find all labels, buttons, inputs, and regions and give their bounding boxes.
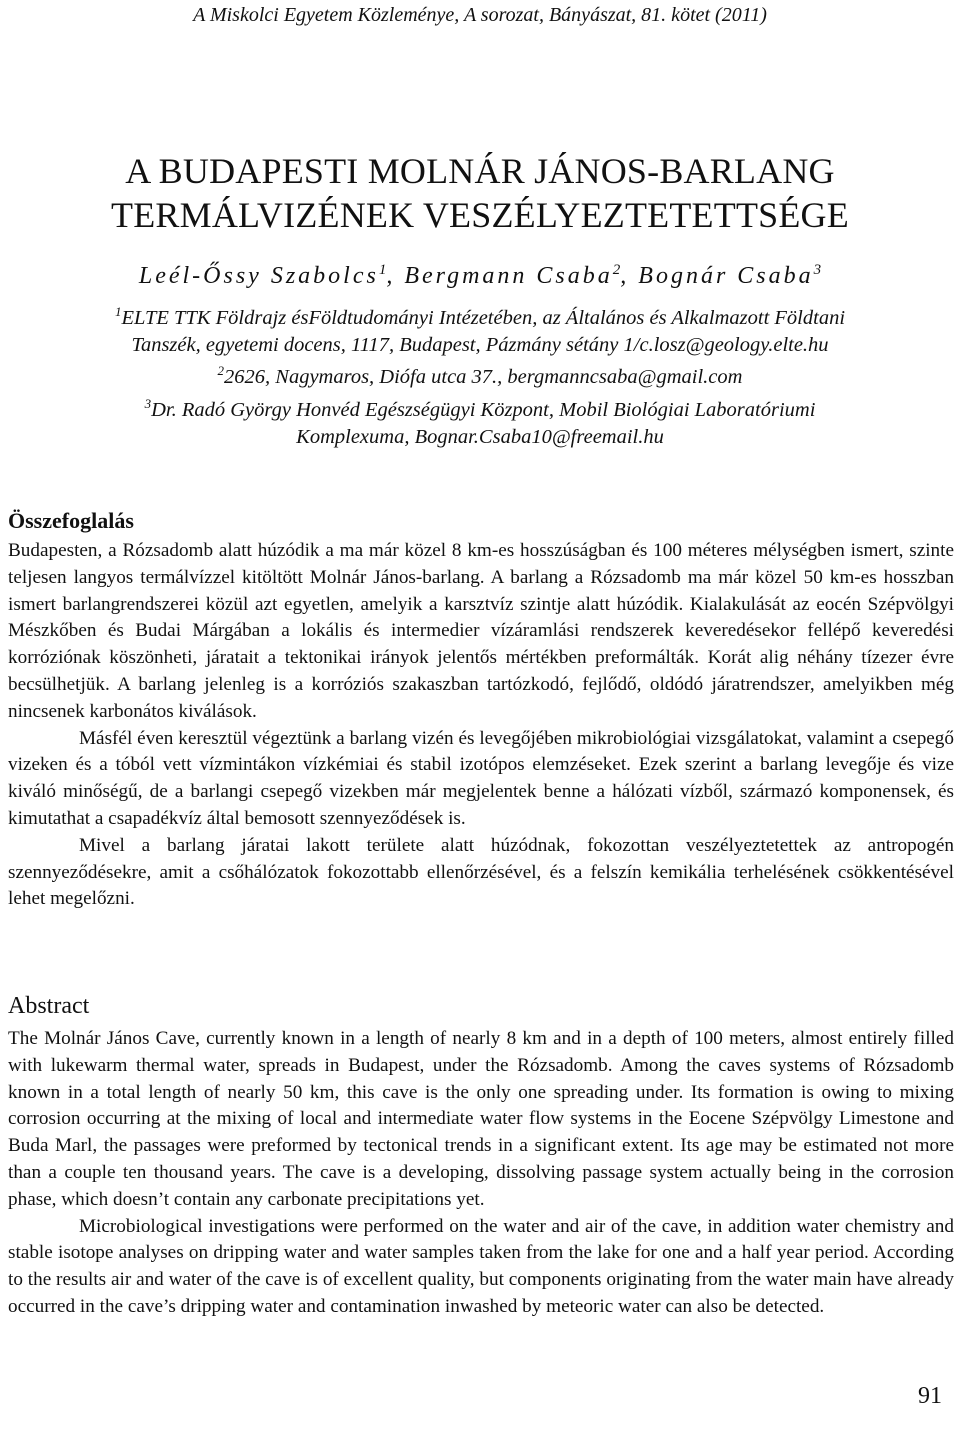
affiliation-1 — [0, 298, 960, 359]
affiliation-line: Komplexuma, Bognar.Csaba10@freemail.hu — [296, 425, 664, 448]
journal-header: A Miskolci Egyetem Közleménye, A sorozat, Bányászat, 81. kötet (2011) — [193, 4, 767, 26]
affiliation-line: ELTE TTK Földrajz ésFöldtudományi Intézetében, az Általános és Alkalmazott Földtani — [121, 306, 846, 329]
abstract-paragraph: Microbiological investigations were performed on the water and air of the cave, in addition water chemistry and stable isotope analyses on dripping water and water samples taken from the lake for one and a half year period. According to the results air and water of the cave is of excellent quality, but components originating from the water main have already occurred in the cave’s dripping water and contamination inwashed by meteoric water can also be detected. — [8, 1215, 954, 1317]
affiliation-mark: 3 — [144, 396, 152, 411]
summary-paragraph: Budapesten, a Rózsadomb alatt húzódik a ma már közel 8 km-es hosszúságban és 100 méteres mélységben ismert, szinte teljesen langyos termálvízzel kitöltött Molnár János-barlang. A barlang a Rózsadomb ma már közel 50 km-es hosszban ismert barlangrendszerei közül azt egyetlen, amelyik a karsztvíz szintje alatt húzódik. Kialakulását az eocén Szépvölgyi Mészkőben és Budai Márgában a lokális és intermedier vízáramlási rendszerek keveredésekor fellépő keveredési korróziónak köszönheti, járatait a tektonikai irányok jelentős mértékben preformálták. Korát alig néhány tízezer évre becsülhetjük. A barlang jelenleg is a korróziós szakaszban tartózkodó, fejlődő, oldódó járatrendszer, amelyikben még nincsenek karbonátos kiválások. — [8, 540, 954, 722]
summary-paragraph: Másfél éven keresztül végeztünk a barlang vizén és levegőjében mikrobiológiai vizsgálatokat, valamint a csepegő vizeken és a tóból vett vízmintákon vízkémiai és stabil izotópos elemzéseket. Ezek szerint a barlang levegője és vize kiváló minőségű, de a barlangi csepegő vizekben már megjelentek benne a hálózati vízből, származó komponensek, és kimutathat a csapadékvíz által bemosott szennyeződések is. — [8, 727, 954, 829]
author-affiliation-mark: 3 — [813, 262, 822, 278]
affiliation-mark: 2 — [217, 363, 225, 378]
summary-heading: Összefoglalás — [8, 508, 134, 533]
author-affiliation-mark: 2 — [612, 262, 621, 278]
affiliation-line: Tanszék, egyetemi docens, 1117, Budapest, Pázmány sétány 1/c.losz@geology.elte.hu — [131, 333, 829, 356]
abstract-body — [8, 1026, 954, 1321]
author-name: Bognár Csaba — [638, 263, 814, 289]
abstract-paragraph: The Molnár János Cave, currently known in a length of nearly 8 km and in a depth of 100 meters, almost entirely filled with lukewarm thermal water, spreads in Budapest, under the Rózsadomb. Among the caves systems of Rózsadomb known in a total length of nearly 50 km, this cave is the only one spreading under. Its formation is owing to mixing corrosion occurring at the mixing of local and intermediate water flow systems in the Eocene Szépvölgy Limestone and Buda Marl, the passages were preformed by tectonical trends in a significant extent. Its age may be estimated not more than a couple ten thousand years. The cave is a developing, dissolving passage system actually being in the corrosion phase, which doesn’t contain any carbonate precipitations yet. — [8, 1028, 954, 1210]
title-line-1: A BUDAPESTI MOLNÁR JÁNOS-BARLANG — [125, 151, 835, 191]
summary-body — [8, 538, 954, 913]
author-name: Bergmann Csaba — [404, 263, 613, 289]
affiliation-line: 2626, Nagymaros, Diófa utca 37., bergmanncsaba@gmail.com — [224, 365, 743, 388]
affiliation-2 — [0, 357, 960, 391]
affiliation-3 — [0, 390, 960, 451]
author-list: Leél-Őssy Szabolcs$^1$, Bergmann Csaba$^2$, Bognár Csaba$^3$ — [138, 262, 822, 289]
affiliation-line: Dr. Radó György Honvéd Egészségügyi Központ, Mobil Biológiai Laboratóriumi — [151, 398, 816, 421]
page-number: 91 — [918, 1383, 942, 1409]
author-name: Leél-Őssy Szabolcs — [138, 263, 379, 289]
affiliation-mark: 1 — [114, 304, 122, 319]
author-affiliation-mark: 1 — [378, 262, 387, 278]
title-line-2: TERMÁLVIZÉNEK VESZÉLYEZTETETTSÉGE — [111, 195, 849, 235]
abstract-heading: Abstract — [8, 993, 90, 1019]
summary-paragraph: Mivel a barlang járatai lakott területe alatt húzódnak, fokozottan veszélyeztetettek az antropogén szennyeződésekre, amit a csőhálózatok fokozottabb ellenőrzésével, és a felszín kemikália terhelésének csökkentésével lehet megelőzni. — [8, 834, 954, 910]
